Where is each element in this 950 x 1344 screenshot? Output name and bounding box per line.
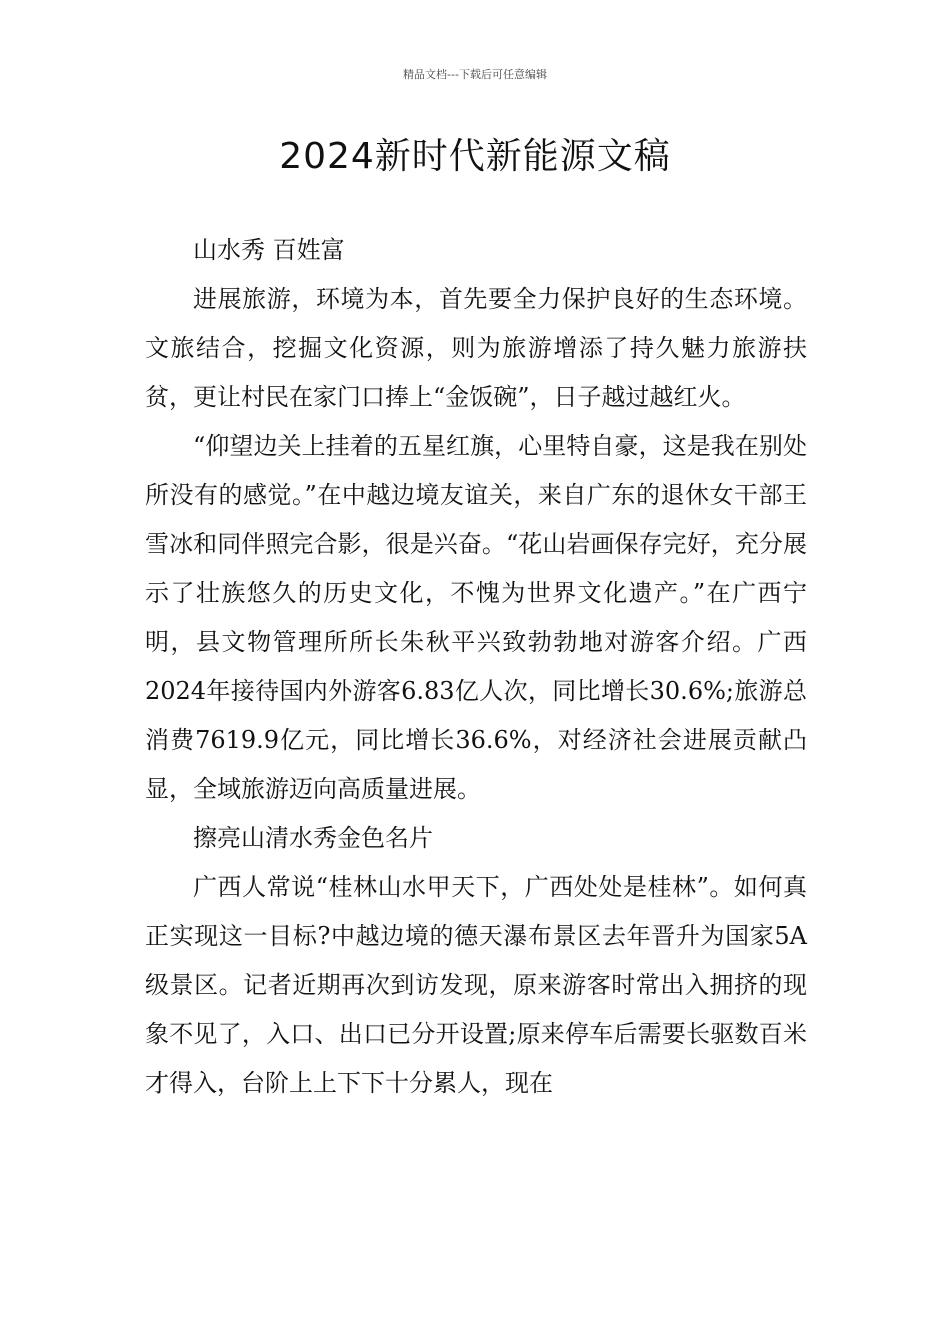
paragraph: 进展旅游，环境为本，首先要全力保护良好的生态环境。文旅结合，挖掘文化资源，则为旅游增添了持久魅力旅游扶贫，更让村民在家门口捧上“金饭碗”，日子越过越红火。 (145, 285, 807, 411)
page-header: 精品文档---下载后可任意编辑 (403, 68, 547, 81)
document-title: 2024新时代新能源文稿 (279, 136, 671, 177)
document-body (145, 226, 807, 1108)
paragraph: 广西人常说“桂林山水甲天下，广西处处是桂林”。如何真正实现这一目标?中越边境的德天瀑布景区去年晋升为国家5A级景区。记者近期再次到访发现，原来游客时常出入拥挤的现象不见了，入口、出口已分开设置;原来停车后需要长驱数百米才得入，台阶上上下下十分累人，现在 (145, 873, 807, 1097)
section-heading: 擦亮山清水秀金色名片 (193, 824, 433, 852)
section-heading: 山水秀 百姓富 (193, 236, 345, 264)
paragraph: “仰望边关上挂着的五星红旗，心里特自豪，这是我在别处所没有的感觉。”在中越边境友谊关，来自广东的退休女干部王雪冰和同伴照完合影，很是兴奋。“花山岩画保存完好，充分展示了壮族悠久的历史文化，不愧为世界文化遗产。”在广西宁明，县文物管理所所长朱秋平兴致勃勃地对游客介绍。广西2024年接待国内外游客6.83亿人次，同比增长30.6%;旅游总消费7619.9亿元，同比增长36.6%，对经济社会进展贡献凸显，全域旅游迈向高质量进展。 (145, 432, 807, 803)
